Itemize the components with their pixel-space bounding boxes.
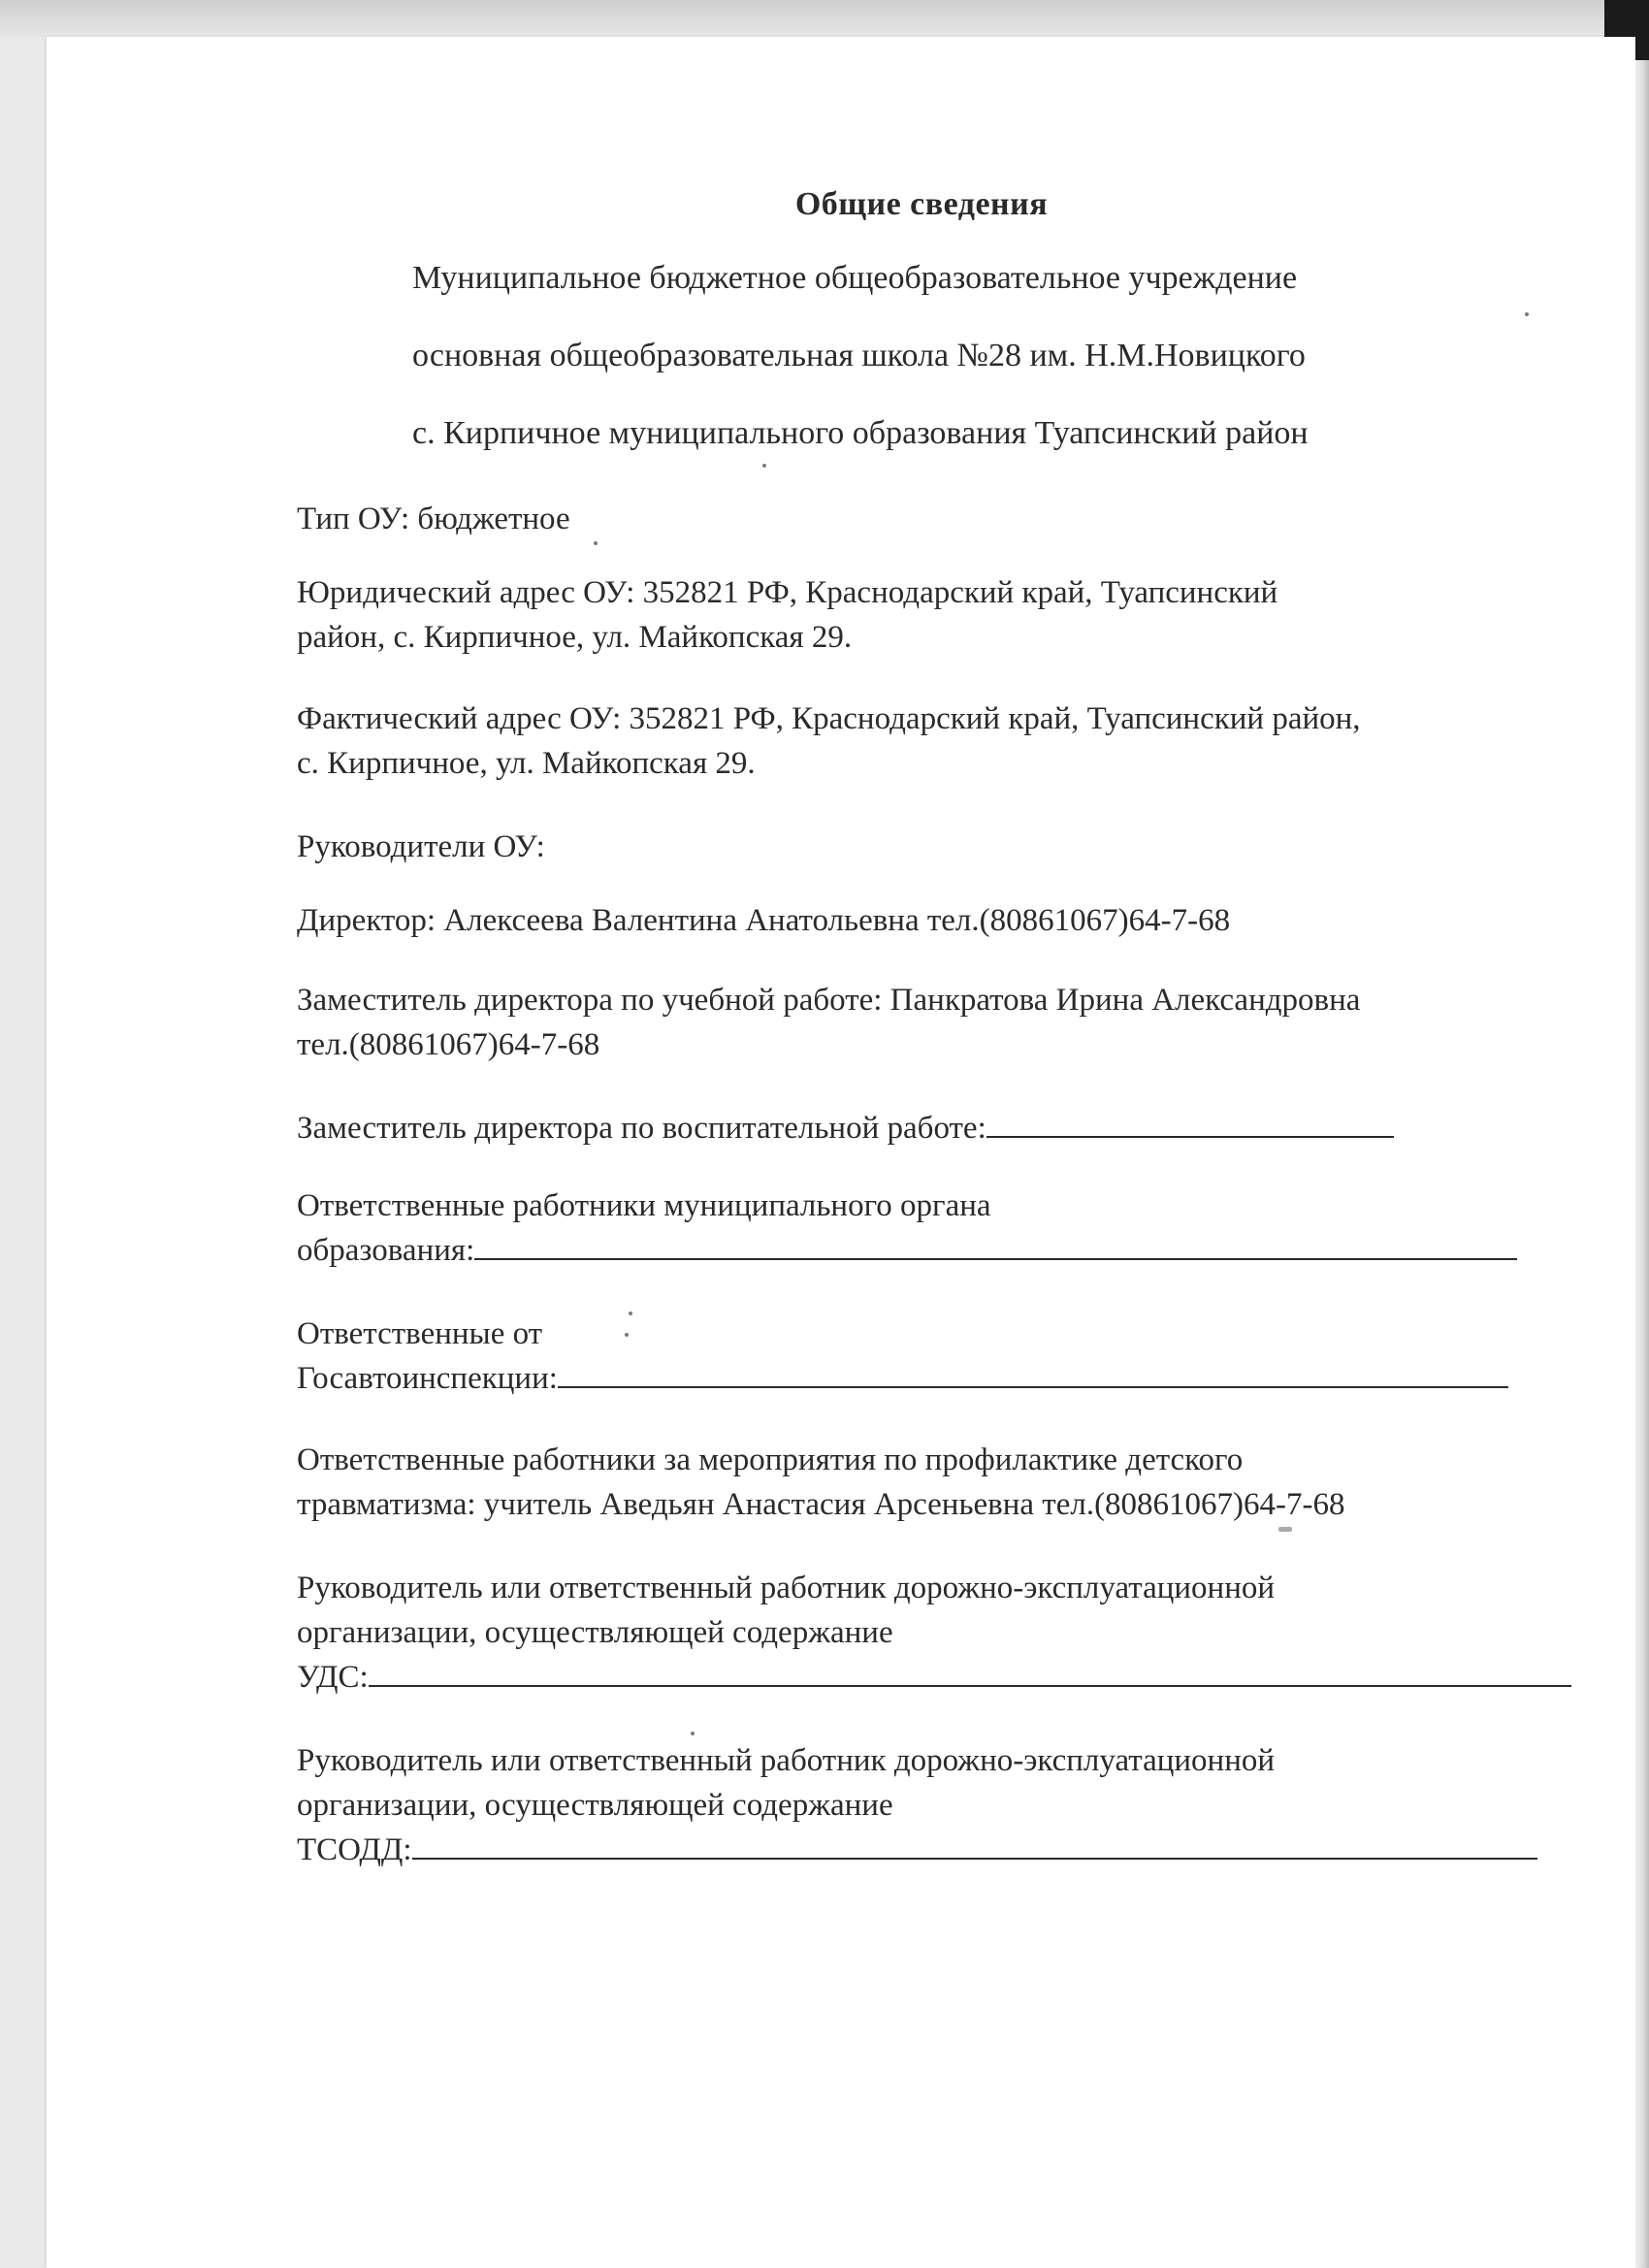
heads-label [297,825,1587,869]
document-title: Общие сведения [794,186,1049,222]
deputy-study-line-1: Заместитель директора по учебной работе: Панкратова Ирина Александровна [297,983,1361,1018]
scan-background-top [0,0,1649,37]
scan-speck [1278,1527,1292,1532]
heads-label-line: Руководители ОУ: [297,829,545,864]
deputy-study [297,978,1587,1067]
road-org-tsodd-line-3: ТСОДД: [297,1832,412,1867]
injury-prevention [297,1438,1587,1527]
road-org-uds-line-1: Руководитель или ответственный работник дорожно-эксплуатационной [297,1571,1276,1605]
legal-address-line-2: район, с. Кирпичное, ул. Майкопская 29. [297,620,853,655]
heading-line-3: с. Кирпичное муниципального образования Туапсинский район [412,415,1309,451]
scan-background-right [1635,0,1649,2268]
school-type [297,497,1587,541]
heading-line-1: Муниципальное бюджетное общеобразовательное учреждение [412,260,1298,296]
deputy-education-label: Заместитель директора по воспитательной работе: [297,1111,986,1146]
traffic-police [297,1312,1587,1401]
scan-speck [691,1732,695,1735]
scan-speck [1525,312,1529,316]
deputy-study-line-2: тел.(80861067)64-7-68 [297,1027,600,1062]
injury-prevention-line-2: травматизма: учитель Аведьян Анастасия Арсеньевна тел.(80861067)64-7-68 [297,1487,1345,1522]
municipal-staff-line-1: Ответственные работники муниципального органа [297,1188,991,1223]
director [297,898,1587,943]
actual-address [297,697,1587,786]
heading-line-2: основная общеобразовательная школа №28 им. Н.М.Новицкого [412,338,1306,373]
road-org-uds-line-3: УДС: [297,1660,369,1695]
traffic-police-blank [558,1361,1508,1388]
scan-speck [594,541,598,545]
scan-speck [625,1333,629,1337]
legal-address [297,570,1587,660]
road-org-tsodd-blank [412,1832,1537,1860]
road-org-tsodd-line-2: организации, осуществляющей содержание [297,1788,893,1823]
road-org-uds [297,1566,1587,1700]
municipal-staff-line-2: образования: [297,1233,475,1268]
road-org-tsodd-line-1: Руководитель или ответственный работник дорожно-эксплуатационной [297,1743,1276,1778]
road-org-uds-line-2: организации, осуществляющей содержание [297,1615,893,1650]
director-line: Директор: Алексеева Валентина Анатольевна тел.(80861067)64-7-68 [297,903,1231,938]
municipal-staff [297,1183,1587,1273]
traffic-police-line-2: Госавтоинспекции: [297,1361,558,1396]
road-org-uds-blank [369,1660,1571,1687]
road-org-tsodd [297,1738,1587,1872]
municipal-staff-blank [474,1233,1517,1260]
actual-address-line-1: Фактический адрес ОУ: 352821 РФ, Краснодарский край, Туапсинский район, [297,701,1361,736]
legal-address-line-1: Юридический адрес ОУ: 352821 РФ, Краснодарский край, Туапсинский [297,575,1278,610]
deputy-education-blank [986,1111,1394,1138]
school-type-line: Тип ОУ: бюджетное [297,502,570,536]
actual-address-line-2: с. Кирпичное, ул. Майкопская 29. [297,746,756,781]
scan-speck [762,464,766,468]
traffic-police-line-1: Ответственные от [297,1316,543,1351]
scan-speck [629,1312,632,1315]
deputy-education [297,1106,1587,1150]
injury-prevention-line-1: Ответственные работники за мероприятия по профилактике детского [297,1442,1244,1477]
